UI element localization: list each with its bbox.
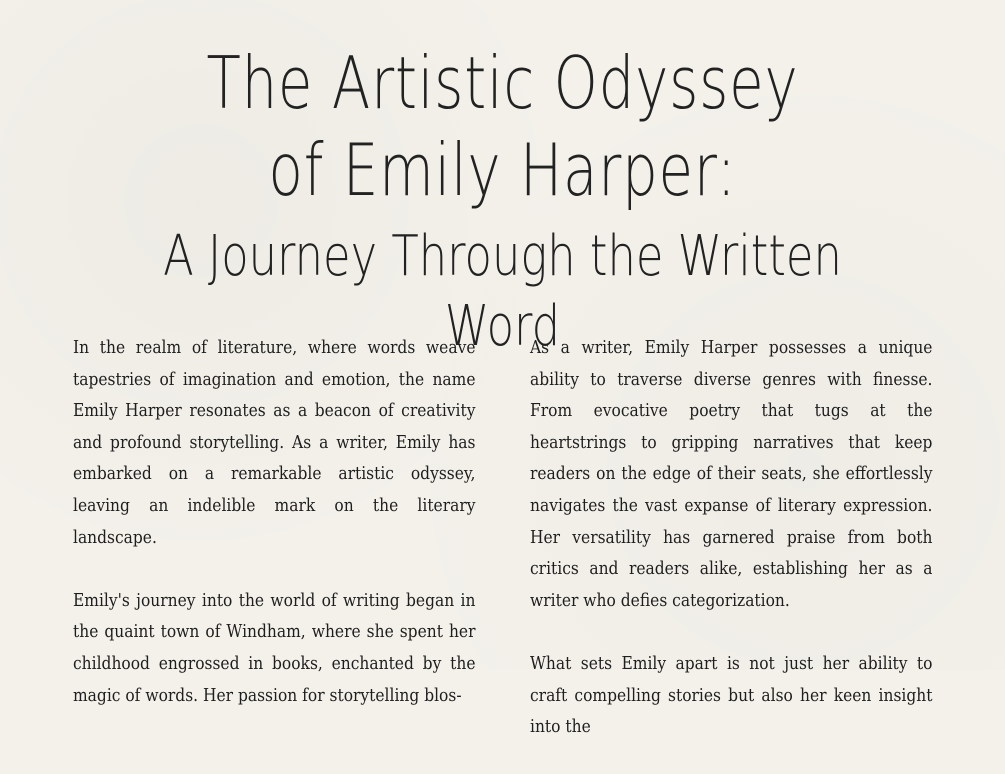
title-line-2: of Emily Harper: [268, 128, 737, 212]
right-column [530, 332, 932, 774]
left-paragraph-1: In the realm of literature, where words weave tapestries of imagination and emotion, the name Emily Harper resonates as a beacon of creativity and profound storytelling. As a writer, Emily has embarked on a remarkable artistic odyssey, leaving an indelible mark on the literary landscape. [73, 337, 476, 548]
title-line-1: The Artistic Odyssey [206, 41, 799, 125]
left-column [73, 332, 475, 743]
left-paragraph-2: Emily's journey into the world of writing began in the quaint town of Windham, where she spent her childhood engrossed in books, enchanted by the magic of words. Her passion for storytelling blos- [73, 589, 476, 706]
right-paragraph-1: As a writer, Emily Harper possesses a unique ability to traverse diverse genres with finesse. From evocative poetry that tugs at the heartstrings to gripping narratives that keep readers on the edge of their seats, she effortlessly navigates the vast expanse of literary expression. Her versatility has garnered praise from both critics and readers alike, establishing her as a writer who defies categorization. [530, 337, 933, 611]
subtitle: A Journey Through the Written Word [163, 224, 842, 359]
right-paragraph-2: What sets Emily apart is not just her ability to craft compelling stories but also her keen insight into the [530, 652, 933, 738]
